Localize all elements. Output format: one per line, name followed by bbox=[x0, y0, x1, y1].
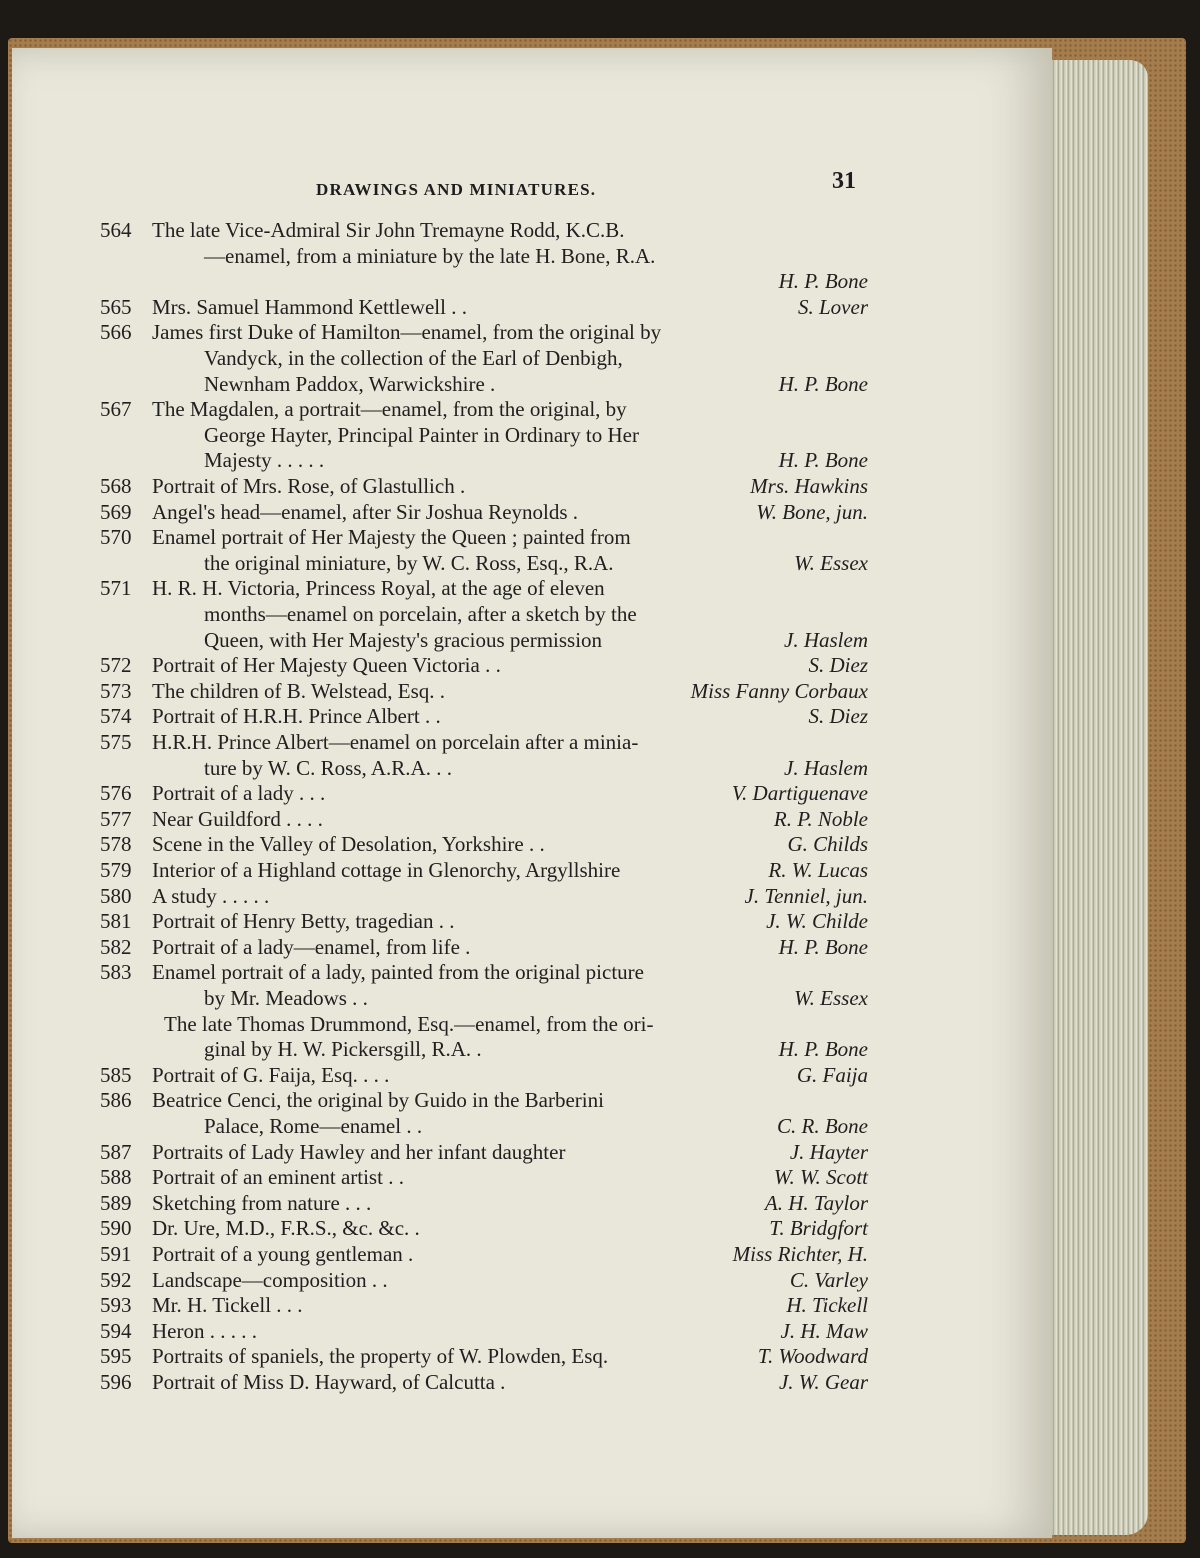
entry-artist: W. Essex bbox=[794, 550, 868, 575]
running-head: DRAWINGS AND MINIATURES. bbox=[316, 180, 597, 199]
entry-title: Mr. H. Tickell . . . bbox=[152, 1293, 303, 1318]
entry-line bbox=[0, 1037, 1200, 1063]
entry-artist: H. P. Bone bbox=[778, 448, 868, 473]
entry-title: Portraits of Lady Hawley and her infant daughter bbox=[152, 1139, 566, 1164]
entry-line bbox=[0, 1063, 1200, 1089]
entry-line bbox=[0, 576, 1200, 602]
entry-line bbox=[0, 320, 1200, 346]
entry-artist: H. P. Bone bbox=[778, 934, 868, 959]
entry-line bbox=[0, 448, 1200, 474]
entry-line bbox=[0, 832, 1200, 858]
entry-artist: Mrs. Hawkins bbox=[750, 474, 868, 498]
entry-title: ginal by H. W. Pickersgill, R.A. . bbox=[204, 1037, 482, 1062]
entry-title: Enamel portrait of Her Majesty the Queen ; painted from bbox=[152, 525, 631, 550]
entry-title: Sketching from nature . . . bbox=[152, 1190, 372, 1215]
entry-number: 574 bbox=[100, 704, 132, 729]
entry-title: Portrait of H.R.H. Prince Albert . . bbox=[152, 704, 441, 729]
entry-title: months—enamel on porcelain, after a sketch by the bbox=[204, 602, 637, 626]
entry-number: 596 bbox=[100, 1370, 132, 1394]
entry-line bbox=[0, 423, 1200, 449]
entry-title: Beatrice Cenci, the original by Guido in the Barberini bbox=[152, 1088, 604, 1113]
entry-line bbox=[0, 986, 1200, 1012]
entry-artist: H. P. Bone bbox=[778, 1037, 868, 1062]
entry-title: Dr. Ure, M.D., F.R.S., &c. &c. . bbox=[152, 1216, 420, 1241]
entry-title: Portrait of a lady . . . bbox=[152, 781, 326, 806]
entry-artist: S. Lover bbox=[798, 294, 868, 319]
entry-title: Queen, with Her Majesty's gracious permission bbox=[204, 627, 603, 652]
entry-line bbox=[0, 1191, 1200, 1217]
entry-line bbox=[0, 602, 1200, 628]
entry-number: 581 bbox=[100, 909, 132, 934]
entry-artist: W. Essex bbox=[794, 986, 868, 1010]
entry-artist: V. Dartiguenave bbox=[731, 781, 868, 806]
entry-number: 585 bbox=[100, 1062, 132, 1087]
entry-number: 564 bbox=[100, 218, 132, 242]
entry-line bbox=[0, 474, 1200, 500]
entry-number: 594 bbox=[100, 1318, 132, 1343]
entry-line bbox=[0, 909, 1200, 935]
entry-title: Portrait of Henry Betty, tragedian . . bbox=[152, 909, 455, 934]
entry-line bbox=[0, 500, 1200, 526]
entry-number: 590 bbox=[100, 1216, 132, 1241]
entry-title: Majesty . . . . . bbox=[204, 448, 325, 473]
entry-line bbox=[0, 244, 1200, 270]
entry-number: 595 bbox=[100, 1344, 132, 1369]
entry-title: Portrait of an eminent artist . . bbox=[152, 1165, 404, 1190]
entry-line bbox=[0, 397, 1200, 423]
entry-line bbox=[0, 756, 1200, 782]
entry-title: Interior of a Highland cottage in Glenorchy, Argyllshire bbox=[152, 858, 621, 882]
entry-artist: T. Bridgfort bbox=[769, 1216, 868, 1241]
entry-number: 573 bbox=[100, 678, 132, 703]
entry-number: 582 bbox=[100, 934, 132, 959]
entry-line bbox=[0, 730, 1200, 756]
entry-artist: R. W. Lucas bbox=[768, 858, 868, 882]
entry-line bbox=[0, 781, 1200, 807]
entry-artist: W. W. Scott bbox=[773, 1165, 868, 1190]
entry-line bbox=[0, 1165, 1200, 1191]
page-number: 31 bbox=[832, 168, 856, 194]
entry-number: 570 bbox=[100, 525, 132, 550]
entry-number: 579 bbox=[100, 858, 132, 882]
entry-line bbox=[0, 551, 1200, 577]
entry-title: James first Duke of Hamilton—enamel, from the original by bbox=[152, 320, 662, 345]
entry-title: The Magdalen, a portrait—enamel, from the original, by bbox=[152, 397, 627, 422]
entry-line bbox=[0, 653, 1200, 679]
entry-line bbox=[0, 960, 1200, 986]
entry-number: 578 bbox=[100, 832, 132, 857]
entry-number: 565 bbox=[100, 294, 132, 319]
entry-line bbox=[0, 1370, 1200, 1396]
entry-artist: J. Tenniel, jun. bbox=[744, 883, 868, 908]
entry-title: George Hayter, Principal Painter in Ordinary to Her bbox=[204, 422, 639, 447]
entry-line bbox=[0, 1216, 1200, 1242]
entry-artist: C. Varley bbox=[789, 1267, 868, 1292]
entry-artist: S. Diez bbox=[808, 704, 868, 729]
entry-number: 568 bbox=[100, 474, 132, 498]
entry-line bbox=[0, 1242, 1200, 1268]
entry-title: The late Vice-Admiral Sir John Tremayne Rodd, K.C.B. bbox=[152, 218, 625, 242]
entry-number: 567 bbox=[100, 397, 132, 422]
entry-line bbox=[0, 1140, 1200, 1166]
entry-line bbox=[0, 1319, 1200, 1345]
entry-line bbox=[0, 1293, 1200, 1319]
entry-artist: R. P. Noble bbox=[773, 806, 868, 831]
entry-artist: G. Childs bbox=[787, 832, 868, 857]
entry-artist: C. R. Bone bbox=[777, 1114, 868, 1138]
entry-artist: J. W. Gear bbox=[778, 1370, 868, 1394]
entry-line bbox=[0, 1344, 1200, 1370]
entry-artist: A. H. Taylor bbox=[764, 1190, 868, 1215]
entry-title: —enamel, from a miniature by the late H. Bone, R.A. bbox=[204, 243, 656, 268]
entry-title: the original miniature, by W. C. Ross, Esq., R.A. bbox=[204, 550, 614, 575]
entry-line bbox=[0, 1268, 1200, 1294]
entry-number: 588 bbox=[100, 1165, 132, 1190]
entry-line bbox=[0, 269, 1200, 295]
entry-line bbox=[0, 858, 1200, 884]
entry-title: Portrait of a lady—enamel, from life . bbox=[152, 934, 471, 959]
entry-title: Landscape—composition . . bbox=[152, 1267, 388, 1292]
entry-title: Portraits of spaniels, the property of W. Plowden, Esq. bbox=[152, 1344, 609, 1369]
entry-title: Portrait of Mrs. Rose, of Glastullich . bbox=[152, 474, 466, 498]
entry-title: A study . . . . . bbox=[152, 883, 270, 908]
entry-line bbox=[0, 372, 1200, 398]
entry-artist: J. Haslem bbox=[784, 755, 868, 780]
entry-artist: J. W. Childe bbox=[766, 909, 868, 934]
entry-number: 571 bbox=[100, 576, 132, 601]
entry-artist: S. Diez bbox=[808, 653, 868, 678]
entry-title: Newnham Paddox, Warwickshire . bbox=[204, 371, 496, 396]
entry-title: The children of B. Welstead, Esq. . bbox=[152, 678, 446, 703]
entry-artist: J. H. Maw bbox=[780, 1318, 868, 1343]
entry-line bbox=[0, 346, 1200, 372]
entry-line bbox=[0, 218, 1200, 244]
entry-title: Scene in the Valley of Desolation, Yorkshire . . bbox=[152, 832, 545, 857]
entry-number: 583 bbox=[100, 960, 132, 985]
entry-artist: H. P. Bone bbox=[778, 371, 868, 396]
entry-number: 586 bbox=[100, 1088, 132, 1113]
entry-title: Vandyck, in the collection of the Earl of Denbigh, bbox=[204, 346, 623, 370]
entry-number: 587 bbox=[100, 1139, 132, 1164]
entry-number: 592 bbox=[100, 1267, 132, 1292]
entry-title: The late Thomas Drummond, Esq.—enamel, from the ori- bbox=[164, 1011, 654, 1036]
entry-number: 580 bbox=[100, 883, 132, 908]
entry-artist: G. Faija bbox=[796, 1062, 868, 1087]
entry-title: H. R. H. Victoria, Princess Royal, at the age of eleven bbox=[152, 576, 605, 601]
entry-title: Portrait of Miss D. Hayward, of Calcutta . bbox=[152, 1370, 506, 1394]
entry-artist: T. Woodward bbox=[757, 1344, 868, 1369]
entry-artist: H. P. Bone bbox=[778, 269, 868, 294]
entry-line bbox=[0, 935, 1200, 961]
entry-title: by Mr. Meadows . . bbox=[204, 986, 368, 1010]
entry-number: 593 bbox=[100, 1293, 132, 1318]
entry-number: 591 bbox=[100, 1242, 132, 1266]
entry-line bbox=[0, 628, 1200, 654]
entry-number: 572 bbox=[100, 653, 132, 678]
entry-number: 569 bbox=[100, 499, 132, 524]
entry-title: Enamel portrait of a lady, painted from the original picture bbox=[152, 960, 644, 985]
entry-line bbox=[0, 295, 1200, 321]
entry-title: ture by W. C. Ross, A.R.A. . . bbox=[204, 755, 452, 780]
entry-title: Portrait of G. Faija, Esq. . . . bbox=[152, 1062, 390, 1087]
entry-line bbox=[0, 1012, 1200, 1038]
entry-title: Near Guildford . . . . bbox=[152, 806, 323, 831]
entry-artist: J. Haslem bbox=[784, 627, 868, 652]
entry-title: Portrait of Her Majesty Queen Victoria . . bbox=[152, 653, 501, 678]
entry-title: Heron . . . . . bbox=[152, 1318, 257, 1343]
entry-number: 575 bbox=[100, 730, 132, 754]
entry-title: Palace, Rome—enamel . . bbox=[204, 1114, 423, 1138]
entry-title: H.R.H. Prince Albert—enamel on porcelain after a minia- bbox=[152, 730, 639, 754]
entry-line bbox=[0, 679, 1200, 705]
entry-title: Mrs. Samuel Hammond Kettlewell . . bbox=[152, 294, 467, 319]
entry-artist: Miss Fanny Corbaux bbox=[690, 678, 868, 703]
entry-number: 577 bbox=[100, 806, 132, 831]
entry-line bbox=[0, 704, 1200, 730]
entry-number: 589 bbox=[100, 1190, 132, 1215]
entry-line bbox=[0, 1088, 1200, 1114]
entry-number: 566 bbox=[100, 320, 132, 345]
entry-line bbox=[0, 1114, 1200, 1140]
entry-number: 576 bbox=[100, 781, 132, 806]
entry-title: Angel's head—enamel, after Sir Joshua Reynolds . bbox=[152, 499, 579, 524]
entry-line bbox=[0, 807, 1200, 833]
entry-line bbox=[0, 525, 1200, 551]
entry-artist: W. Bone, jun. bbox=[756, 499, 868, 524]
entry-artist: J. Hayter bbox=[789, 1139, 868, 1164]
entry-line bbox=[0, 884, 1200, 910]
entry-title: Portrait of a young gentleman . bbox=[152, 1242, 414, 1266]
entry-artist: Miss Richter, H. bbox=[732, 1242, 868, 1266]
entry-artist: H. Tickell bbox=[786, 1293, 868, 1318]
